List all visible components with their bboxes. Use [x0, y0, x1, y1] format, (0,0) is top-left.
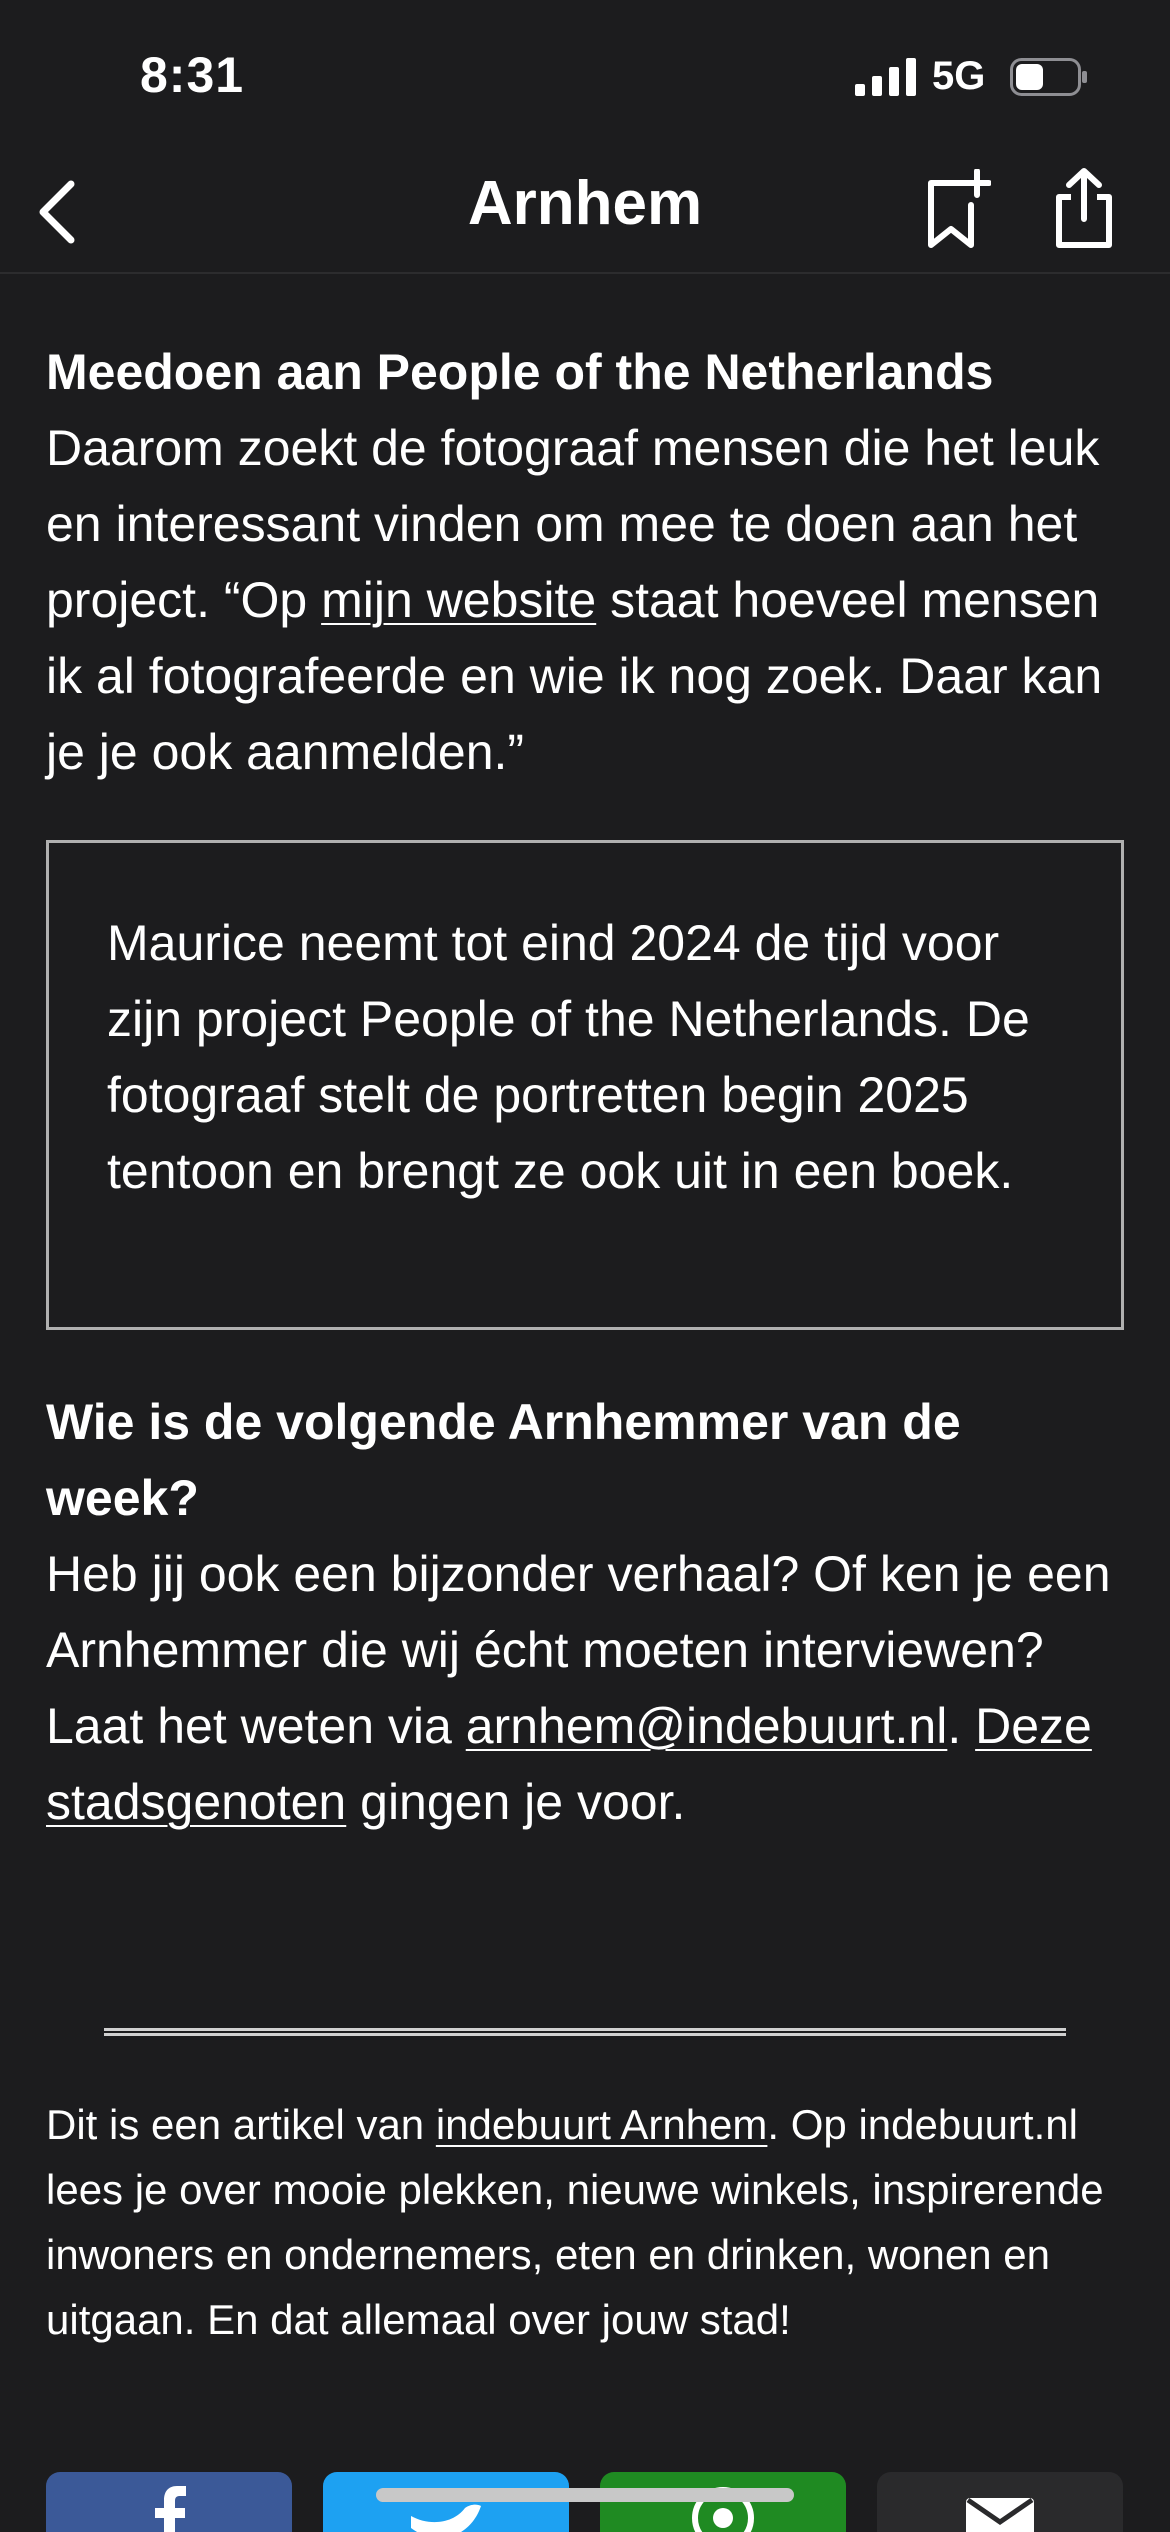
stadsgenoten-link[interactable]: Deze stadsgenoten — [46, 1698, 1092, 1830]
share-bar — [46, 2472, 1126, 2532]
signal-icon — [855, 58, 917, 96]
website-link[interactable]: mijn website — [321, 572, 597, 628]
battery-level — [1016, 64, 1043, 90]
footer-text: Dit is een artikel van — [46, 2101, 436, 2148]
battery-icon — [1010, 58, 1088, 96]
network-label: 5G — [932, 54, 986, 98]
bookmark-add-icon — [925, 169, 991, 249]
facebook-share-button[interactable] — [46, 2472, 292, 2532]
article-footer — [46, 2092, 1126, 2352]
paragraph-text: gingen je voor. — [346, 1774, 686, 1830]
status-bar — [0, 0, 1170, 150]
paragraph-text: . — [947, 1698, 976, 1754]
status-time: 8:31 — [140, 47, 245, 103]
whatsapp-share-button[interactable] — [600, 2472, 846, 2532]
mail-icon — [962, 2472, 1038, 2532]
mail-share-button[interactable] — [877, 2472, 1123, 2532]
info-box-text: Maurice neemt tot eind 2024 de tijd voor zijn project People of the Netherlands. De fotograaf stelt de portretten begin 2025 tentoon en brengt ze ook uit in een boek. — [107, 915, 1030, 1199]
section-heading: Wie is de volgende Arnhemmer van de week? — [46, 1394, 961, 1526]
bookmark-button[interactable] — [920, 164, 996, 254]
info-box — [46, 840, 1124, 1330]
section-heading: Meedoen aan People of the Netherlands — [46, 344, 994, 400]
article-section-2 — [46, 1384, 1126, 1840]
email-link[interactable]: arnhem@indebuurt.nl — [465, 1698, 948, 1754]
paragraph-text: Heb jij ook een bijzonder verhaal? Of ken je een Arnhemmer die wij écht moeten interviewen? Laat het weten via — [46, 1546, 1111, 1754]
page-title: Arnhem — [467, 169, 703, 238]
footer-text: . Op indebuurt.nl lees je over mooie plekken, nieuwe winkels, inspirerende inwoners en ondernemers, eten en drinken, wonen en uitgaan. En dat allemaal over jouw stad! — [46, 2101, 1104, 2343]
twitter-icon — [409, 2472, 483, 2532]
share-icon — [1053, 167, 1115, 249]
nav-bar — [0, 150, 1170, 274]
article-section-1 — [46, 334, 1126, 790]
home-indicator[interactable] — [376, 2488, 794, 2502]
divider — [104, 2028, 1066, 2036]
indebuurt-link[interactable]: indebuurt Arnhem — [435, 2101, 768, 2148]
twitter-share-button[interactable] — [323, 2472, 569, 2532]
facebook-icon — [149, 2472, 189, 2532]
whatsapp-icon — [688, 2472, 758, 2532]
paragraph-text: staat hoeveel mensen ik al fotografeerde en wie ik nog zoek. Daar kan je je ook aanmelden.” — [46, 572, 1103, 780]
share-button[interactable] — [1046, 162, 1122, 254]
paragraph-text: Daarom zoekt de fotograaf mensen die het leuk en interessant vinden om mee te doen aan het project. “Op — [46, 420, 1100, 628]
